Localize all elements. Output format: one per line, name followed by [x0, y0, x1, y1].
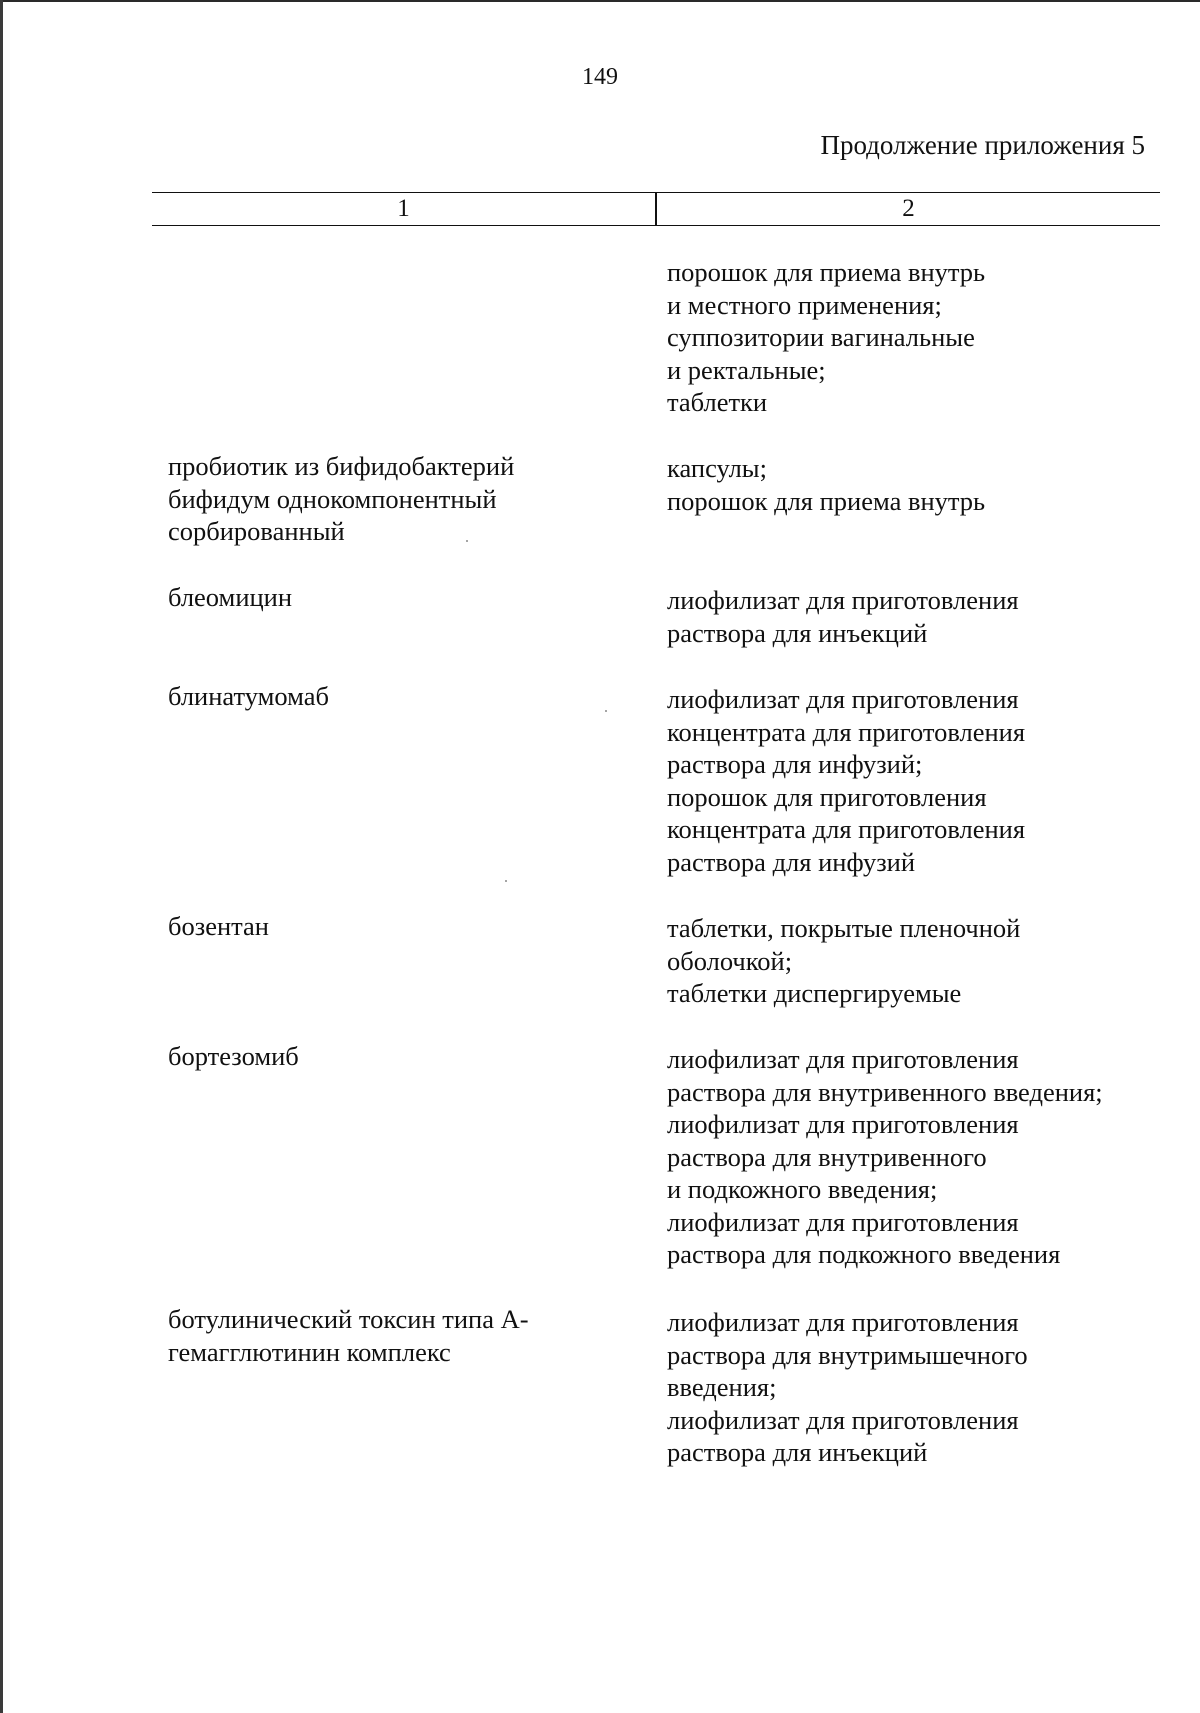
drug-name-line: бозентан [168, 911, 269, 941]
dosage-form-cell [667, 584, 1187, 649]
dosage-form-line: лиофилизат для приготовления [667, 1404, 1019, 1435]
drug-name-cell [168, 581, 588, 614]
dosage-form-line: капсулы; [667, 453, 767, 483]
dosage-form-cell [667, 683, 1187, 878]
dosage-form-cell [667, 912, 1187, 1010]
scan-speck [466, 540, 468, 542]
drug-name-line: бортезомиб [168, 1041, 299, 1071]
dosage-form-line: концентрата для приготовления [667, 814, 1026, 844]
dosage-form-line: лиофилизат для приготовления [667, 1044, 1019, 1074]
dosage-form-cell [667, 1306, 1187, 1469]
dosage-form-line: раствора для инъекций [667, 617, 928, 648]
dosage-form-line: лиофилизат для приготовления [667, 1307, 1019, 1337]
drug-name-line: бифидум однокомпонентный [168, 483, 497, 514]
scan-speck [605, 710, 607, 712]
dosage-form-line: раствора для инъекций [667, 1437, 928, 1467]
dosage-form-line: порошок для приема внутрь [667, 485, 986, 516]
dosage-form-line: лиофилизат для приготовления [667, 684, 1019, 714]
dosage-form-line: таблетки [667, 387, 768, 417]
dosage-form-line: раствора для инфузий [667, 846, 916, 877]
dosage-form-line: концентрата для приготовления [667, 716, 1026, 747]
table-header-col-2: 2 [902, 195, 915, 222]
dosage-form-line: оболочкой; [667, 945, 793, 976]
dosage-form-cell [667, 256, 1187, 419]
dosage-form-line: порошок для приготовления [667, 781, 987, 812]
dosage-form-line: суппозитории вагинальные [667, 322, 975, 352]
scan-speck [505, 880, 507, 882]
dosage-form-line: раствора для внутривенного введения; [667, 1076, 1103, 1107]
dosage-form-line: раствора для инфузий; [667, 749, 923, 779]
drug-name-cell [168, 680, 588, 713]
dosage-form-line: раствора для внутримышечного [667, 1339, 1028, 1370]
drug-name-line: блеомицин [168, 582, 293, 612]
drug-name-cell [168, 910, 588, 943]
dosage-form-cell [667, 452, 1187, 517]
dosage-form-line: порошок для приема внутрь [667, 257, 986, 287]
drug-name-cell [168, 1303, 588, 1368]
dosage-form-line: и ректальные; [667, 354, 826, 385]
dosage-form-line: раствора для подкожного введения [667, 1239, 1061, 1269]
dosage-form-line: таблетки, покрытые пленочной [667, 913, 1021, 943]
dosage-form-line: таблетки диспергируемые [667, 978, 962, 1008]
dosage-form-line: лиофилизат для приготовления [667, 1109, 1019, 1139]
dosage-form-line: лиофилизат для приготовления [667, 585, 1019, 615]
drug-name-line: гемагглютинин комплекс [168, 1336, 451, 1367]
dosage-form-line: и подкожного введения; [667, 1174, 938, 1204]
dosage-form-line: лиофилизат для приготовления [667, 1206, 1019, 1237]
drug-name-line: ботулинический токсин типа А- [168, 1304, 529, 1334]
drug-name-cell [168, 450, 588, 548]
dosage-form-line: введения; [667, 1372, 777, 1402]
drug-name-line: блинатумомаб [168, 681, 329, 711]
page-number: 149 [582, 64, 618, 90]
dosage-form-line: раствора для внутривенного [667, 1141, 987, 1172]
table-header-col-1: 1 [397, 195, 410, 222]
drug-name-line: пробиотик из бифидобактерий [168, 451, 515, 481]
drug-name-cell [168, 1040, 588, 1073]
appendix-continuation-note: Продолжение приложения 5 [820, 130, 1145, 160]
dosage-form-line: и местного применения; [667, 289, 942, 320]
dosage-form-cell [667, 1043, 1187, 1271]
drug-name-line: сорбированный [168, 516, 345, 546]
